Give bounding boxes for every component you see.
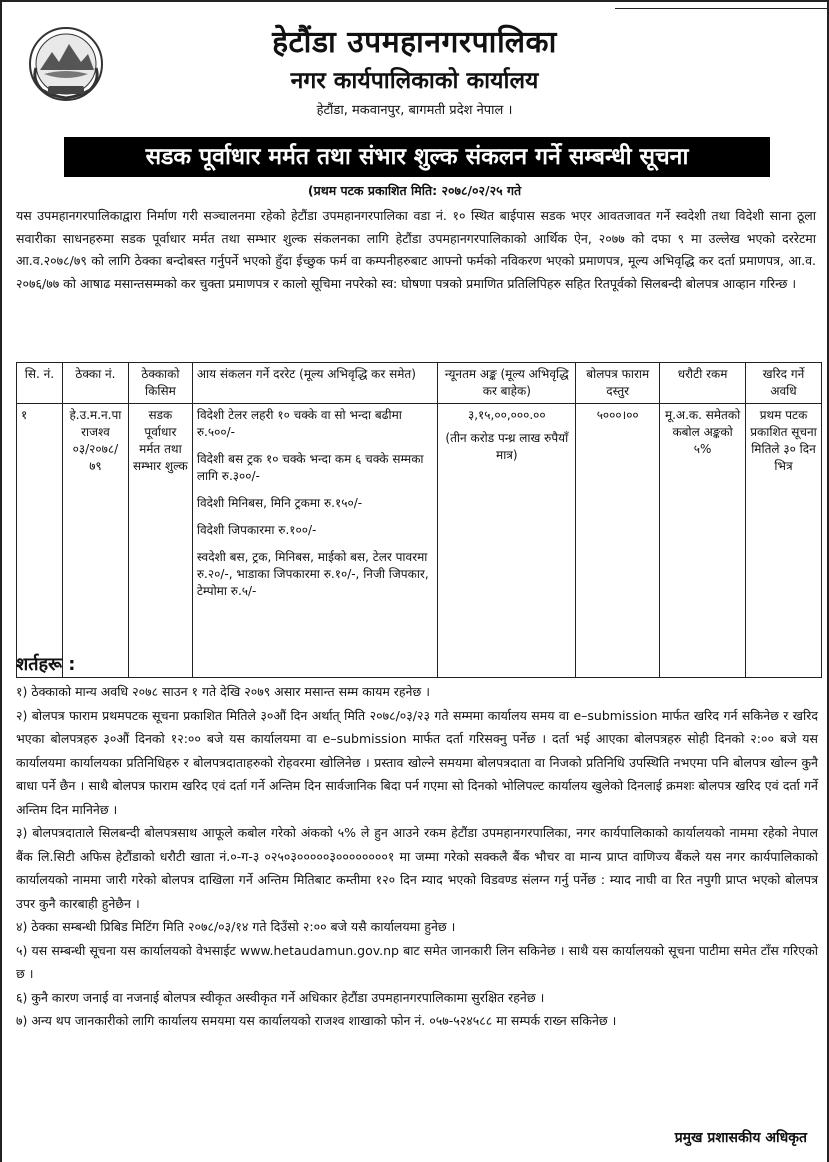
intro-paragraph: यस उपमहानगरपालिकाद्वारा निर्माण गरी सञ्चालनमा रहेको हेटौंडा उपमहानगरपालिका वडा नं. १० स्थित बाईपास सडक भएर आवतजावत गर्ने स्वदेशी तथा विदेशी साना ठूला सवारीका साधनहरुमा सडक पूर्वाधार मर्मत तथा सम्भार शुल्क संकलनका लागि हेटौंडा उपमहानगरपालिकाको आर्थिक ऐन, २०७७ को दफा ९ मा उल्लेख भएको दररेटमा आ.व.२०७८/७९ को लागि ठेक्का बन्दोबस्त गर्नुपर्ने भएको हुँदा ईच्छुक फर्म वा कम्पनीहरुबाट आफ्नो फर्मको नविकरण भएको प्रमाणपत्र, मूल्य अभिवृद्धि कर दर्ता प्रमाणपत्र, आ.व. २०७६/७७ को आषाढ मसान्तसम्मको कर चुक्ता प्रमाणपत्र र कालो सूचिमा नपरेको स्व: घोषणा पत्रको प्रमाणित प्रतिलिपिहरु सहित रितपूर्वको सिलबन्दी बोलपत्र आव्हान गरिन्छ । (16, 208, 816, 291)
min-amount-words: (तीन करोड पन्ध्र लाख रुपैयाँ मात्र) (445, 431, 569, 462)
cell-sn: १ (17, 404, 63, 678)
terms-heading: शर्तहरू : (16, 654, 76, 675)
rate-item: विदेशी मिनिबस, मिनि ट्रकमा रु.१५०/- (196, 496, 363, 510)
term-item: १) ठेक्काको मान्य अवधि २०७८ साउन १ गते देखि २०७९ असार मसान्त सम्म कायम रहनेछ । (16, 684, 430, 699)
cell-period: प्रथम पटक प्रकाशित सूचना मितिले ३० दिन भित्र (746, 404, 822, 678)
term-item: ३) बोलपत्रदाताले सिलबन्दी बोलपत्रसाथ आफूले कबोल गरेको अंकको ५% ले हुन आउने रकम हेटौंडा उपमहानगरपालिका, नगर कार्यपालिकाको कार्यालयको नाममा रहेको नेपाल बैंक लि.सिटी अफिस हेटौंडाको धरौटी खाता नं.०-ग-३ ०२५०३०००००३००००००००१ मा जम्मा गरेको सक्कलै बैंक भौचर वा मान्य प्राप्त वाणिज्य बैंकले यस नगर कार्यपालिकाको कार्यालयको नाममा जारी गरेको बोलपत्र दाखिला गर्ने अन्तिम मितिबाट कम्तीमा १२० दिन म्याद भएको विडवण्ड संलग्न गर्नु पर्नेछ : म्याद नाघी वा रित नपुगी प्राप्त भएको बोलपत्र उपर कुनै कारबाही हुनेछैन । (16, 825, 818, 911)
col-header-deposit: धरौटी रकम (660, 363, 746, 404)
cell-form-fee: ५०००।०० (576, 404, 660, 678)
notice-banner: सडक पूर्वाधार मर्मत तथा संभार शुल्क संकलन गर्ने सम्बन्धी सूचना (64, 137, 770, 177)
publish-date: (प्रथम पटक प्रकाशित मिति: २०७८/०२/२५ गते (307, 183, 522, 198)
term-item: ४) ठेक्का सम्बन्धी प्रिबिड मिटिंग मिति २०७८/०३/१४ गते दिउँसो २:०० बजे यसै कार्यालयमा हुनेछ । (16, 919, 456, 934)
col-header-contract-no: ठेक्का नं. (62, 363, 128, 404)
term-item: ५) यस सम्बन्धी सूचना यस कार्यालयको वेभसाईट www.hetaudamun.gov.np बाट समेत जानकारी लिन सकिनेछ । साथै यस कार्यालयको सूचना पाटीमा समेत टाँस गरिएको छ । (16, 942, 818, 981)
table-header-row (17, 363, 822, 404)
rate-item: विदेशी टेलर लहरी १० चक्के वा सो भन्दा बढीमा रु.५००/- (196, 408, 402, 439)
signature-title: प्रमुख प्रशासकीय अधिकृत (674, 1130, 807, 1146)
rate-item: विदेशी बस ट्रक १० चक्के भन्दा कम ६ चक्के सम्मका लागि रु.३००/- (196, 452, 424, 483)
col-header-type: ठेक्काको किसिम (128, 363, 192, 404)
cell-rates (192, 404, 438, 678)
municipality-title: हेटौंडा उपमहानगरपालिका (272, 25, 557, 60)
table-row (17, 404, 822, 678)
top-border (2, 0, 827, 2)
cell-contract-no: हे.उ.म.न.पा राजश्व ०३/२०७८/ ७९ (62, 404, 128, 678)
cell-min-amount (438, 404, 576, 678)
office-address: हेटौंडा, मकवानपुर, बागमती प्रदेश नेपाल । (316, 103, 513, 118)
office-title: नगर कार्यपालिकाको कार्यालय (290, 68, 539, 94)
col-header-period: खरिद गर्ने अवधि (746, 363, 822, 404)
term-item: २) बोलपत्र फाराम प्रथमपटक सूचना प्रकाशित मितिले ३०औं दिन अर्थात् मिति २०७८/०३/२३ गते सम्ममा कार्यालय समय वा e–submission मार्फत खरिद गर्न सकिनेछ र खरिद भएका बोलपत्रहरु ३०औं दिनको १२:०० बजे यस कार्यालयमा वा e–submission मार्फत दर्ता गरिसक्नु पर्नेछ । दर्ता भई आएका बोलपत्रहरु सोही दिनको २:०० बजे यस कार्यालयमा कार्यालयका प्रतिनिधिहरु र बोलपत्रदाताहरुको रोहवरमा खोलिनेछ । प्रस्ताव खोल्ने समयमा बोलपत्रदाता वा निजको प्रतिनिधि उपस्थिति नभएमा पनि बोलपत्र खोल्न कुनै बाधा पर्ने छैन । साथै बोलपत्र फाराम खरिद एवं दर्ता गर्ने अन्तिम दिन सार्वजानिक बिदा पर्न गएमा सो दिनको भोलिपल्ट कार्यालय खुलेको दिनलाई क्रमशः बोलपत्र खरिद एवं दर्ता गर्ने अन्तिम दिन मानिनेछ । (16, 707, 818, 817)
tender-table (16, 362, 822, 678)
terms-list (16, 680, 818, 1033)
rate-item: स्वदेशी बस, ट्रक, मिनिबस, माईको बस, टेलर पावरमा रु.२०/-, भाडाका जिपकारमा रु.१०/-, निजी जिपकार, टेम्पोमा रु.५/- (196, 550, 429, 598)
col-header-form-fee: बोलपत्र फाराम दस्तुर (576, 363, 660, 404)
cell-type: सडक पूर्वाधार मर्मत तथा सम्भार शुल्क (128, 404, 192, 678)
min-amount-figure: ३,१५,००,०००.०० (467, 408, 546, 422)
rate-item: विदेशी जिपकारमा रु.१००/- (196, 523, 317, 537)
col-header-rates: आय संकलन गर्ने दररेट (मूल्य अभिवृद्धि कर समेत) (192, 363, 438, 404)
term-item: ७) अन्य थप जानकारीको लागि कार्यालय समयमा यस कार्यालयको राजश्व शाखाको फोन नं. ०५७-५२४५८८ मा सम्पर्क राख्न सकिनेछ । (16, 1013, 617, 1028)
cell-deposit: मू.अ.क. समेतको कबोल अङ्कको ५% (660, 404, 746, 678)
corner-line (615, 8, 827, 9)
term-item: ६) कुनै कारण जनाई वा नजनाई बोलपत्र स्वीकृत अस्वीकृत गर्ने अधिकार हेटौंडा उपमहानगरपालिकामा सुरक्षित रहनेछ । (16, 989, 545, 1005)
col-header-min-amount: न्यूनतम अङ्क (मूल्य अभिवृद्धि कर बाहेक) (438, 363, 576, 404)
col-header-sn: सि. नं. (17, 363, 63, 404)
